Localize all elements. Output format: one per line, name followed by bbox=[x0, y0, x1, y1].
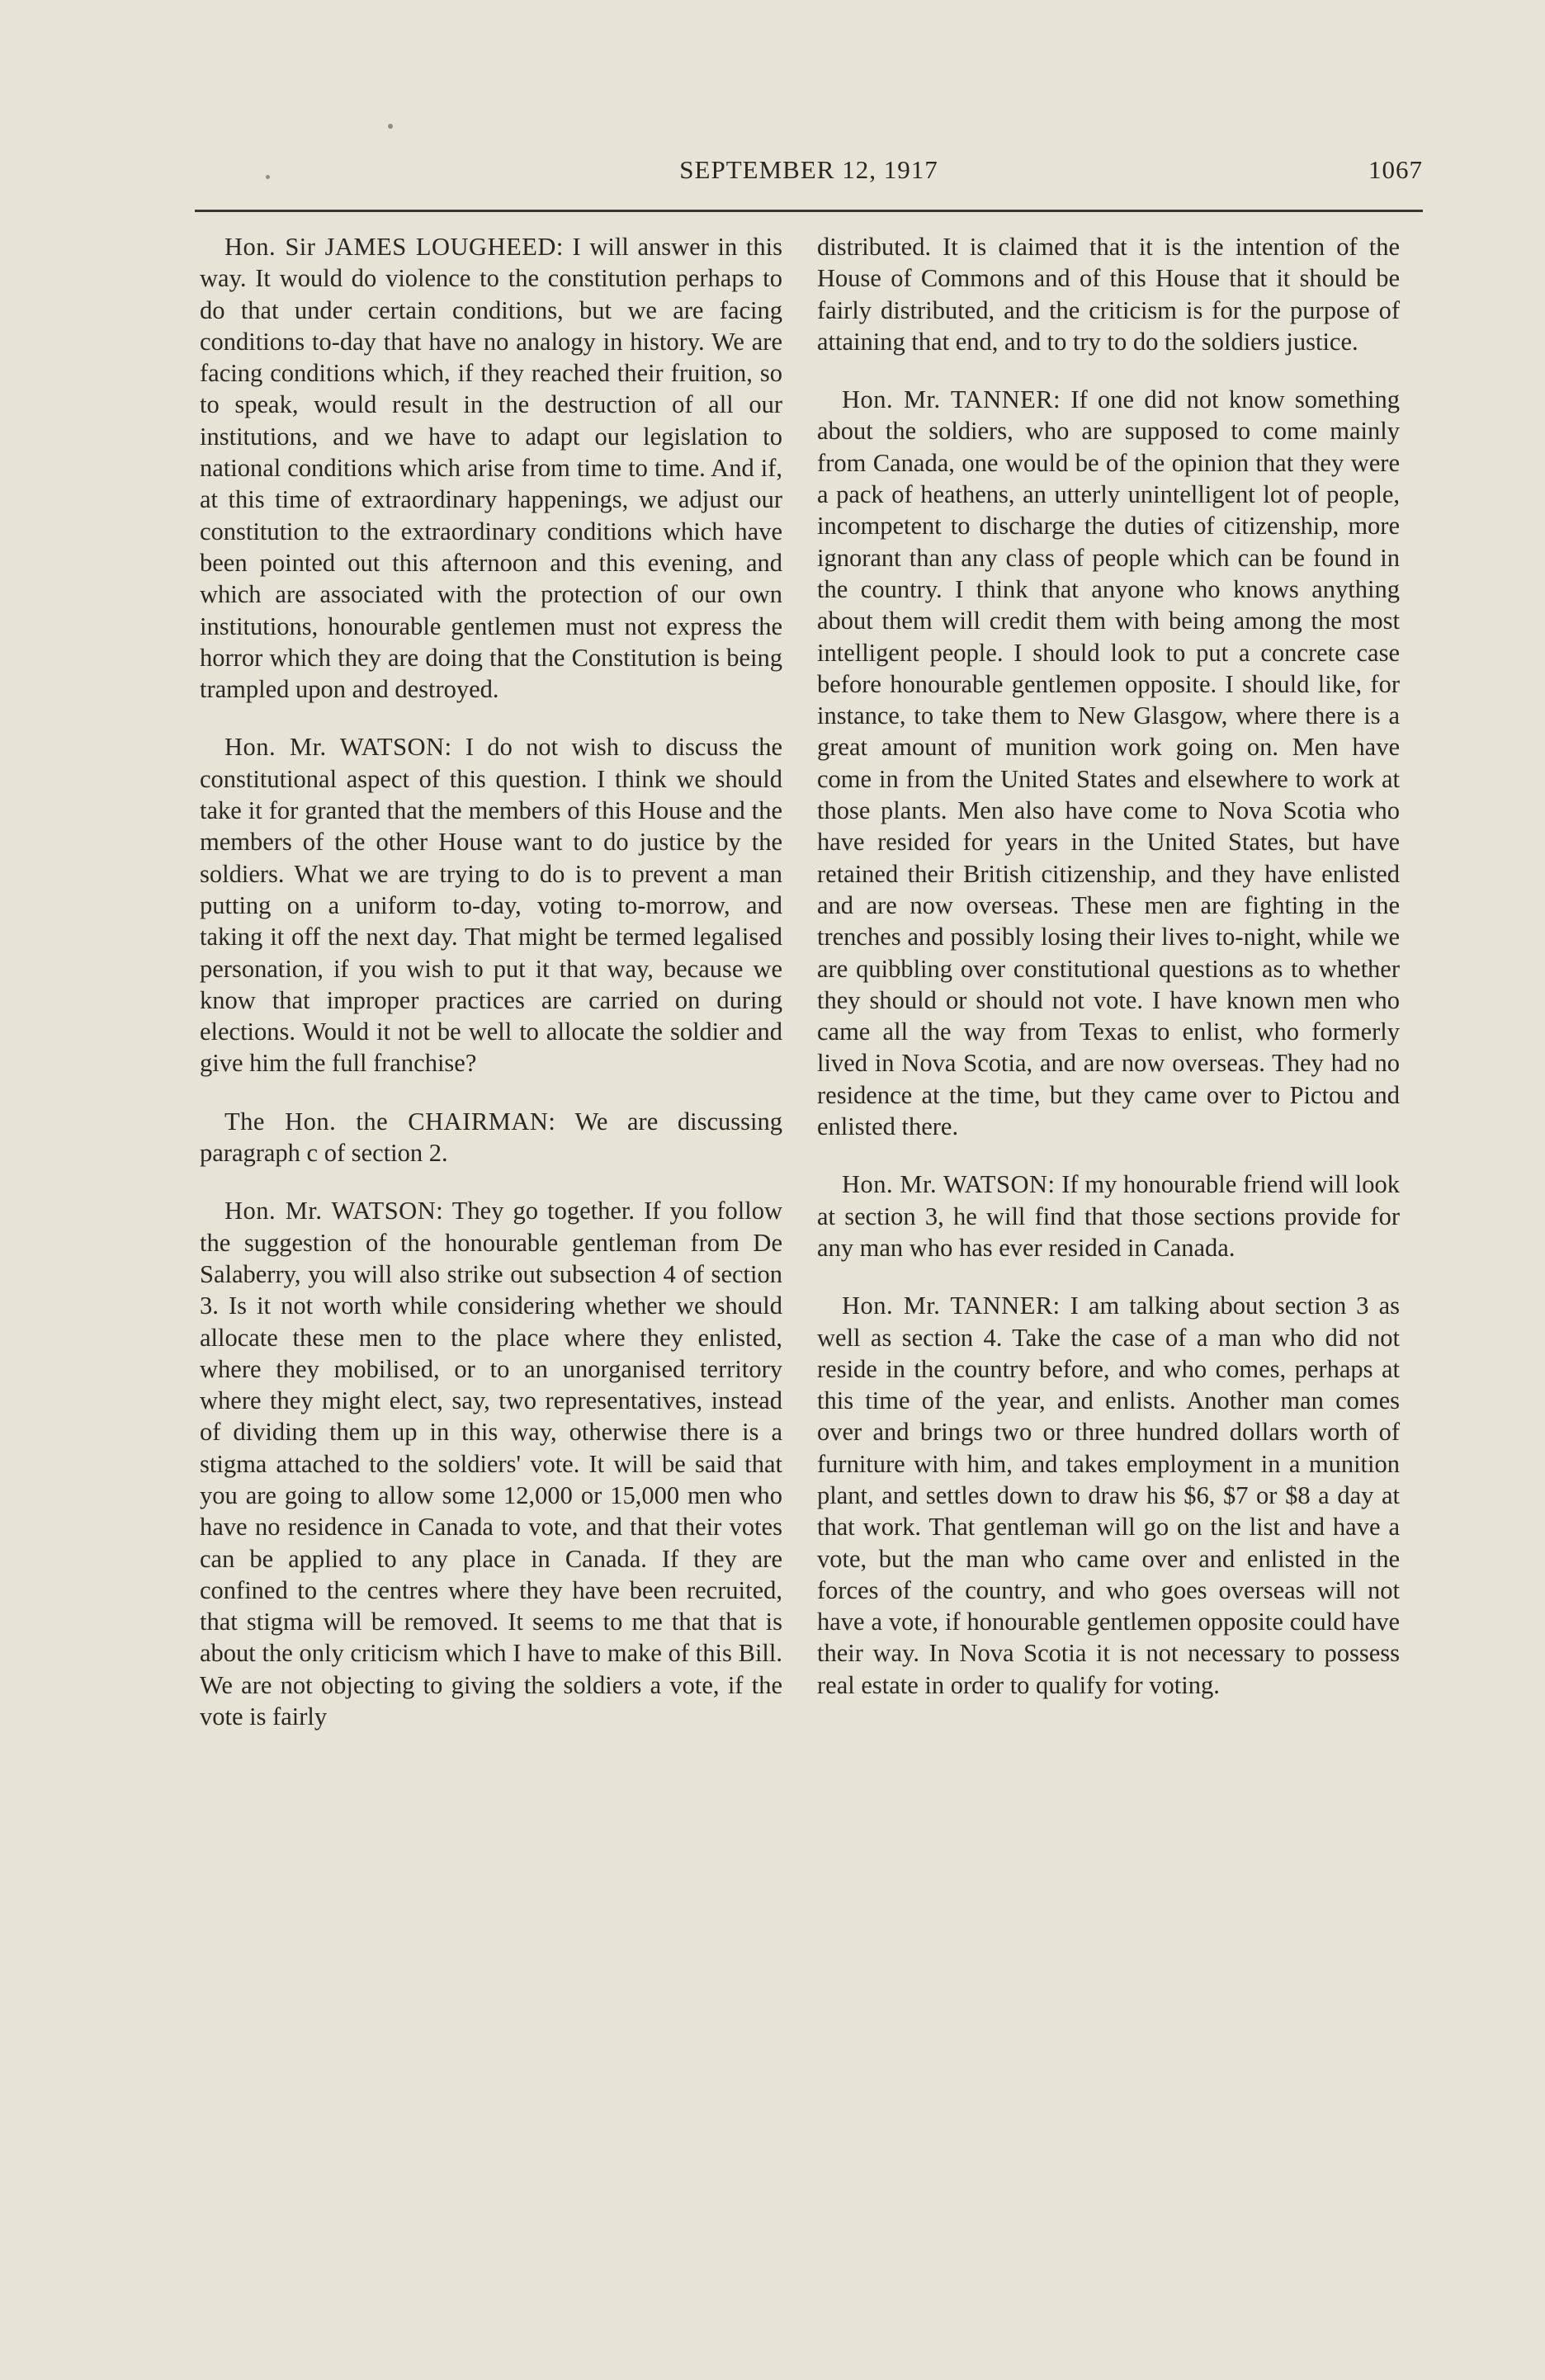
speaker-name: Hon. Mr. TANNER: bbox=[842, 1292, 1061, 1320]
paragraph bbox=[817, 384, 1400, 1142]
speaker-name: Hon. Mr. WATSON: bbox=[224, 1197, 444, 1225]
paragraph-text: I do not wish to discuss the constitutional aspect of this question. I think we should take it for granted that the members of this House and the members of the other House want to do justice by the soldiers. What we are trying to do is to prevent a man putting on a uniform to-day, voting to-morrow, and taking it off the next day. That might be termed legalised personation, if you wish to put it that way, because we know that improper practices are carried on during elections. Would it not be well to allocate the soldier and give him the full franchise? bbox=[200, 733, 782, 1078]
header-date: SEPTEMBER 12, 1917 bbox=[679, 155, 938, 184]
paragraph-text: I will answer in this way. It would do violence to the constitution perhaps to do that under certain conditions, but we are facing conditions to-day that have no analogy in history. We are facing conditions which, if they reached their fruition, so to speak, would result in the destruction of all our institutions, and we have to adapt our legislation to national conditions which arise from time to time. And if, at this time of extraordinary happenings, we adjust our constitution to the extraordinary conditions which have been pointed out this afternoon and this evening, and which are associated with the protection of our own institutions, honourable gentlemen must not express the horror which they are doing that the Constitution is being trampled upon and destroyed. bbox=[200, 233, 782, 704]
header-rule bbox=[195, 210, 1423, 212]
print-speck bbox=[388, 124, 393, 129]
paragraph-text: They go together. If you follow the suggestion of the honourable gentleman from De Salaberry, you will also strike out subsection 4 of section 3. Is it not worth while considering whether we should allocate these men to the place where they enlisted, where they mobilised, or to an unorganised territory where they might elect, say, two representatives, instead of dividing them up in this way, otherwise there is a stigma attached to the soldiers' vote. It will be said that you are going to allow some 12,000 or 15,000 men who have no residence in Canada to vote, and that their votes can be applied to any place in Canada. If they are confined to the centres where they have been recruited, that stigma will be removed. It seems to me that that is about the only criticism which I have to make of this Bill. We are not objecting to giving the soldiers a vote, if the vote is fairly bbox=[200, 1197, 783, 1731]
paragraph bbox=[200, 1106, 782, 1169]
right-column bbox=[817, 231, 1400, 1727]
speaker-name: Hon. Mr. WATSON: bbox=[842, 1170, 1056, 1199]
paragraph-text: We are discussing paragraph c of section 2. bbox=[200, 1107, 782, 1168]
speaker-name: Hon. Mr. TANNER: bbox=[842, 385, 1061, 414]
speaker-name: Hon. Mr. WATSON: bbox=[224, 733, 452, 762]
paragraph-text: If my honourable friend will look at section 3, he will find that those sections provide for any man who has ever resided in Canada. bbox=[817, 1170, 1400, 1262]
page-header bbox=[195, 149, 1423, 190]
paragraph bbox=[200, 731, 782, 1079]
left-column bbox=[200, 231, 782, 1759]
paragraph-text: I am talking about section 3 as well as section 4. Take the case of a man who did not reside in the country before, and who comes, perhaps at this time of the year, and enlists. Another man comes over and brings two or three hundred dollars worth of furniture with him, and takes employment in a munition plant, and settles down to draw his $6, $7 or $8 a day at that work. That gentleman will go on the list and have a vote, but the man who came over and enlisted in the forces of the country, and who goes overseas will not have a vote, if honourable gentlemen opposite could have their way. In Nova Scotia it is not necessary to possess real estate in order to qualify for voting. bbox=[817, 1292, 1400, 1699]
paragraph-continuation bbox=[817, 231, 1400, 357]
speaker-name: Hon. Sir JAMES LOUGHEED: bbox=[224, 233, 564, 261]
speaker-name: The Hon. the CHAIRMAN: bbox=[224, 1107, 556, 1136]
paragraph bbox=[817, 1169, 1400, 1263]
paragraph bbox=[817, 1290, 1400, 1701]
page-number: 1067 bbox=[1368, 155, 1423, 184]
paragraph bbox=[200, 231, 782, 705]
paragraph bbox=[200, 1195, 782, 1732]
paragraph-text: distributed. It is claimed that it is the intention of the House of Commons and of this House that it should be fairly distributed, and the criticism is for the purpose of attaining that end, and to try to do the soldiers justice. bbox=[817, 233, 1400, 356]
paragraph-text: If one did not know something about the soldiers, who are supposed to come mainly from Canada, one would be of the opinion that they were a pack of heathens, an utterly unintelligent lot of people, incompetent to discharge the duties of citizenship, more ignorant than any class of people which can be found in the country. I think that anyone who knows anything about them will credit them with being among the most intelligent people. I should look to put a concrete case before honourable gentlemen opposite. I should like, for instance, to take them to New Glasgow, where there is a great amount of munition work going on. Men have come in from the United States and elsewhere to work at those plants. Men also have come to Nova Scotia who have resided for years in the United States, but have retained their British citizenship, and they have enlisted and are now overseas. These men are fighting in the trenches and possibly losing their lives to-night, while we are quibbling over constitutional questions as to whether they should or should not vote. I have known men who came all the way from Texas to enlist, who formerly lived in Nova Scotia, and are now overseas. They had no residence at the time, but they came over to Pictou and enlisted there. bbox=[817, 385, 1400, 1141]
